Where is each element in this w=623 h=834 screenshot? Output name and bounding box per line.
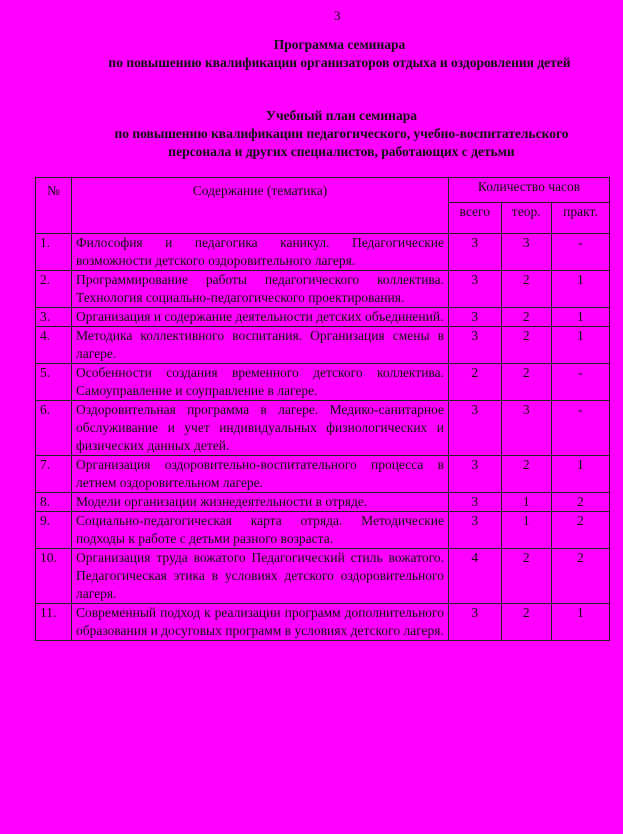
row-number: 5. [36,364,72,401]
row-practice-hours: 1 [551,456,609,493]
row-practice-hours: 1 [551,327,609,364]
row-content: Программирование работы педагогического коллектива. Технология социально-педагогического проектирования. [72,271,449,308]
row-theory-hours: 1 [501,493,551,512]
header-practice: практ. [551,203,609,234]
row-practice-hours: - [551,234,609,271]
row-number: 6. [36,401,72,456]
table-row [36,271,610,308]
table-row [36,327,610,364]
row-total-hours: 3 [449,308,502,327]
row-number: 7. [36,456,72,493]
header-total: всего [449,203,502,234]
row-practice-hours: 1 [551,271,609,308]
row-total-hours: 3 [449,327,502,364]
header-content: Содержание (тематика) [72,178,449,234]
row-content: Социально-педагогическая карта отряда. Методические подходы к работе с детьми разного возраста. [72,512,449,549]
row-content: Методика коллективного воспитания. Организация смены в лагере. [72,327,449,364]
row-total-hours: 4 [449,549,502,604]
row-total-hours: 3 [449,271,502,308]
table-row [36,364,610,401]
page-number: 3 [334,8,341,23]
row-practice-hours: - [551,401,609,456]
header-no: № [36,178,72,234]
row-total-hours: 2 [449,364,502,401]
row-content: Особенности создания временного детского коллектива. Самоуправление и соуправление в лагере. [72,364,449,401]
program-title-line1: Программа семинара [273,37,406,52]
row-total-hours: 3 [449,234,502,271]
row-total-hours: 3 [449,401,502,456]
row-practice-hours: 2 [551,512,609,549]
row-content: Философия и педагогика каникул. Педагогические возможности детского оздоровительного лагеря. [72,234,449,271]
table-header-row [36,178,610,203]
row-practice-hours: 2 [551,493,609,512]
program-title [0,36,623,72]
row-number: 8. [36,493,72,512]
row-theory-hours: 2 [501,456,551,493]
row-theory-hours: 2 [501,364,551,401]
curriculum-table [35,177,610,641]
row-total-hours: 3 [449,493,502,512]
table-row [36,493,610,512]
row-total-hours: 3 [449,604,502,641]
table-row [36,512,610,549]
row-content: Организация и содержание деятельности детских объединений. [72,308,449,327]
row-theory-hours: 3 [501,401,551,456]
row-content: Оздоровительная программа в лагере. Медико-санитарное обслуживание и учет индивидуальных физиологических и физических данных детей. [72,401,449,456]
row-content: Организация оздоровительно-воспитательного процесса в летнем оздоровительном лагере. [72,456,449,493]
table-row [36,604,610,641]
row-theory-hours: 2 [501,327,551,364]
table-row [36,456,610,493]
row-theory-hours: 3 [501,234,551,271]
row-theory-hours: 2 [501,549,551,604]
table-row [36,549,610,604]
row-theory-hours: 2 [501,271,551,308]
plan-title-line3: персонала и других специалистов, работающих с детьми [168,144,515,159]
row-total-hours: 3 [449,456,502,493]
table-row [36,401,610,456]
header-theory: теор. [501,203,551,234]
table-row [36,234,610,271]
plan-title-line1: Учебный план семинара [266,108,417,123]
row-theory-hours: 2 [501,604,551,641]
plan-title-line2: по повышению квалификации педагогического, учебно-воспитательского [114,126,569,141]
row-number: 3. [36,308,72,327]
row-number: 1. [36,234,72,271]
table-row [36,308,610,327]
row-number: 10. [36,549,72,604]
row-content: Современный подход к реализации программ дополнительного образования и досуговых программ в условиях детского лагеря. [72,604,449,641]
row-practice-hours: 1 [551,308,609,327]
plan-title [0,107,623,161]
row-theory-hours: 1 [501,512,551,549]
program-title-line2: по повышению квалификации организаторов отдыха и оздоровления детей [108,55,571,70]
row-content: Модели организации жизнедеятельности в отряде. [72,493,449,512]
row-content: Организация труда вожатого Педагогический стиль вожатого. Педагогическая этика в условиях детского оздоровительного лагеря. [72,549,449,604]
header-hours: Количество часов [449,178,610,203]
row-practice-hours: - [551,364,609,401]
row-practice-hours: 1 [551,604,609,641]
row-number: 11. [36,604,72,641]
row-number: 9. [36,512,72,549]
row-practice-hours: 2 [551,549,609,604]
row-number: 2. [36,271,72,308]
row-number: 4. [36,327,72,364]
row-theory-hours: 2 [501,308,551,327]
row-total-hours: 3 [449,512,502,549]
